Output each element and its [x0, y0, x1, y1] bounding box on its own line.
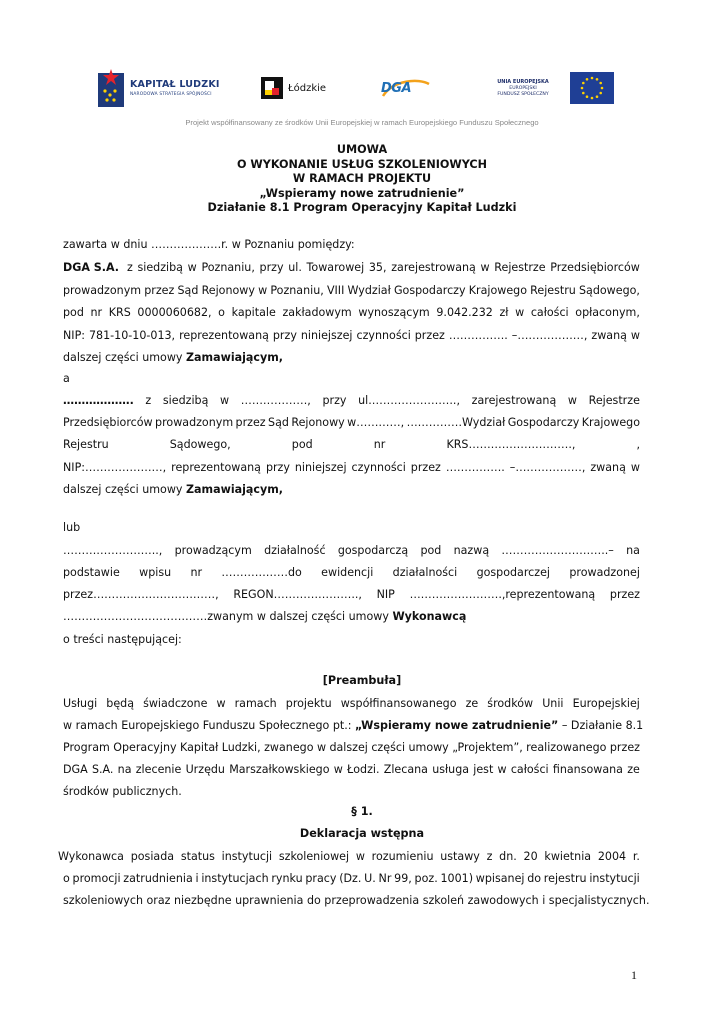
word: –………………,: [509, 461, 586, 474]
word: wynoszącym: [358, 306, 430, 319]
word: środków: [487, 697, 534, 710]
word: w: [630, 461, 640, 474]
word: usługa: [432, 763, 470, 776]
eu-logo-line-2: EUROPEJSKI: [509, 86, 537, 91]
section-1-line-1: [58, 850, 640, 863]
word: Gospodarczy: [393, 284, 466, 297]
word: w: [216, 697, 226, 710]
word: posiada: [130, 850, 175, 863]
word: Poznaniu,: [270, 284, 324, 297]
eu-logo-line-1: UNIA EUROPEJSKA: [497, 79, 549, 85]
word: wpisanej: [475, 872, 525, 885]
word: rynku: [271, 872, 303, 885]
preamble-line-2-pre: w ramach Europejskiego Funduszu Społecznego pt.:: [63, 719, 356, 732]
word: zlecenie: [135, 763, 182, 776]
word: w: [480, 261, 490, 274]
word: „Projektem”,: [452, 741, 523, 754]
word: Sąd: [268, 416, 289, 429]
word: ul.: [288, 261, 302, 274]
word: Łodzi.: [347, 763, 380, 776]
word: Zlecana: [383, 763, 428, 776]
word: NIP:: [63, 329, 85, 342]
word: Europejskiej: [572, 697, 640, 710]
title-line-3: W RAMACH PROJEKTU: [292, 172, 432, 185]
word: ustawy: [440, 850, 480, 863]
party2-line-5-text: dalszej części umowy: [63, 483, 186, 496]
word: promocji: [72, 872, 121, 885]
word: przy: [322, 394, 347, 407]
preamble-line-4: [63, 763, 640, 776]
word: pod: [291, 438, 313, 451]
word: Operacyjny: [113, 741, 177, 754]
word: –………………,: [511, 329, 588, 342]
word: pracy: [305, 872, 337, 885]
word: gospodarczej: [476, 566, 551, 579]
word: opłaconym,: [575, 306, 640, 319]
word: wpisu: [139, 566, 172, 579]
party2-line-3: [63, 438, 640, 451]
word: NIP:…………………,: [63, 461, 167, 474]
word: ……………Wydział: [406, 416, 506, 429]
word: Sąd: [177, 284, 199, 297]
word: ,: [636, 438, 640, 451]
word: Marszałkowskiego: [229, 763, 330, 776]
word: siedzibą: [162, 394, 209, 407]
word: Rejestrze: [494, 261, 546, 274]
word: reprezentowaną: [179, 329, 269, 342]
word: prowadzonym: [155, 416, 234, 429]
word: części: [371, 741, 406, 754]
word: Krajowego: [581, 416, 640, 429]
word: (Dz.: [339, 872, 362, 885]
dga-line-4: [63, 329, 640, 342]
word: nr: [190, 566, 203, 579]
party2-line-4: [63, 461, 640, 474]
word: Rejonowy: [291, 416, 345, 429]
title-line-2: O WYKONANIE USŁUG SZKOLENIOWYCH: [237, 157, 487, 171]
kapital-ludzki-subtitle: NARODOWA STRATEGIA SPÓJNOŚCI: [130, 92, 212, 97]
contract-date-line: zawarta w dniu ……………….r. w Poznaniu pomiędzy:: [63, 238, 355, 251]
word: do: [527, 872, 542, 885]
word: kwietnia: [544, 850, 592, 863]
word: zatrudnienia: [123, 872, 193, 885]
dga-line-3: [63, 306, 640, 319]
word: pod: [63, 306, 84, 319]
party2-line-5: [63, 483, 283, 496]
word: kapitale: [231, 306, 276, 319]
eu-logo-line-3: FUNDUSZ SPOŁECZNY: [497, 92, 549, 97]
word: działalność: [264, 544, 326, 557]
word: ramach: [234, 697, 277, 710]
word: niniejszej: [300, 329, 353, 342]
word: umowy: [408, 741, 449, 754]
word: pod: [420, 544, 442, 557]
word: w: [567, 394, 577, 407]
lodzkie-mark-icon: [261, 77, 283, 99]
word: i: [195, 872, 199, 885]
dga-line-2: [63, 284, 640, 297]
word: Nr: [378, 872, 392, 885]
word: 781-10-10-013,: [88, 329, 176, 342]
word: reprezentowaną: [171, 461, 261, 474]
word: Ludzki,: [221, 741, 261, 754]
word: ze: [465, 697, 479, 710]
word: instytucjach: [201, 872, 269, 885]
word: REGON…………………..,: [233, 588, 362, 601]
word: Krajowego: [468, 284, 527, 297]
word: Sądowego,: [169, 438, 231, 451]
word: dalszej: [329, 741, 368, 754]
party3-line-3: [63, 588, 640, 601]
word: przy: [265, 461, 290, 474]
dga-line-5-text: dalszej części umowy: [63, 351, 186, 364]
party2-role: Zamawiającym,: [186, 483, 283, 496]
section-1-line-3: szkoleniowych oraz niezbędne uprawnienia do przeprowadzenia szkoleń zawodowych i specjalistycznych.: [63, 894, 650, 907]
word: jest: [473, 763, 494, 776]
word: w: [497, 763, 507, 776]
word: rejestru: [543, 872, 587, 885]
word: VIII: [326, 284, 345, 297]
word: z: [126, 261, 133, 274]
cofinancing-note: Projekt współfinansowany ze środków Unii Europejskiej w ramach Europejskiego Funduszu Społecznego: [185, 118, 539, 127]
word: nr: [373, 438, 386, 451]
preamble-line-3: [63, 741, 640, 754]
word: na: [117, 763, 132, 776]
word: 35,: [368, 261, 387, 274]
word: w: [355, 850, 365, 863]
word: status: [180, 850, 215, 863]
word: ze: [627, 763, 640, 776]
word: r.: [632, 850, 640, 863]
kapital-ludzki-title: KAPITAŁ LUDZKI: [130, 79, 220, 90]
word: poz.: [414, 872, 438, 885]
word: całości: [530, 306, 569, 319]
word: Towarowej: [306, 261, 365, 274]
word: finansowana: [552, 763, 623, 776]
party2-line-1: [63, 394, 640, 407]
conjunction-a: a: [63, 372, 70, 385]
word: …………………….,reprezentowaną: [409, 588, 596, 601]
word: podstawie: [63, 566, 120, 579]
dga-name: DGA S.A.: [63, 261, 119, 274]
word: przy: [259, 261, 284, 274]
word: Rejestru: [530, 284, 576, 297]
word: 20: [523, 850, 538, 863]
word: ……………………..,: [63, 544, 163, 557]
eu-flag-icon: [570, 72, 614, 104]
word: w: [187, 261, 197, 274]
word: Rejestru: [63, 438, 109, 451]
party3-line-2: [63, 566, 640, 579]
word: niniejszej: [294, 461, 347, 474]
word: prowadzonej: [569, 566, 640, 579]
contractor-role: Wykonawcą: [392, 610, 467, 623]
word: DGA: [63, 763, 88, 776]
word: 0000060682,: [137, 306, 212, 319]
word: współfinansowanego: [340, 697, 457, 710]
o-tresci-line: o treści następującej:: [63, 633, 182, 646]
word: w…………,: [347, 416, 405, 429]
lodzkie-logo: [261, 66, 326, 110]
conjunction-lub: lub: [63, 521, 81, 534]
word: 1001): [440, 872, 474, 885]
kapital-ludzki-logo: [98, 66, 222, 110]
word: Rejestrze: [588, 394, 640, 407]
word: czynności: [356, 329, 411, 342]
word: zarejestrowaną: [391, 261, 476, 274]
dga-text: DGA: [381, 80, 412, 96]
word: gospodarczą: [337, 544, 409, 557]
party2-line-2: [63, 416, 640, 429]
lodzkie-text: Łódzkie: [288, 82, 327, 94]
preamble-line-2-post: – Działanie 8.1: [558, 719, 644, 732]
word: instytucji: [589, 872, 640, 885]
word: KRS……………………….,: [446, 438, 576, 451]
word: ………………do: [221, 566, 302, 579]
word: przez: [144, 284, 175, 297]
word: w: [316, 741, 327, 754]
word: działalności: [392, 566, 458, 579]
preamble-line-5: środków publicznych.: [63, 785, 182, 798]
dga-line-1-words: [127, 261, 640, 274]
word: rozumieniu: [371, 850, 434, 863]
word: Poznaniu,: [201, 261, 255, 274]
dga-logo: [381, 66, 431, 110]
section-1-subheading: Deklaracja wstępna: [299, 827, 425, 840]
word: Przedsiębiorców: [63, 416, 153, 429]
logo-bar: [98, 66, 626, 110]
title-line-5: Działanie 8.1 Program Operacyjny Kapitał Ludzki: [207, 201, 517, 214]
word: w: [258, 284, 268, 297]
word: instytucji: [221, 850, 273, 863]
word: nr: [90, 306, 103, 319]
page-number: 1: [631, 968, 637, 982]
word: Rejonowy: [201, 284, 255, 297]
word: ……………….: [63, 394, 134, 407]
word: KRS: [108, 306, 131, 319]
word: ewidencji: [321, 566, 374, 579]
word: 2004: [597, 850, 627, 863]
word: …………….: [445, 461, 505, 474]
word: ………………,: [240, 394, 311, 407]
dga-line-5: [63, 351, 283, 364]
word: z: [145, 394, 152, 407]
word: zwaną: [591, 329, 627, 342]
word: Sądowego,: [579, 284, 640, 297]
word: ………………………..–: [501, 544, 614, 557]
word: przez: [609, 741, 640, 754]
word: Wydział: [347, 284, 391, 297]
word: Przedsiębiorców: [550, 261, 640, 274]
word: Urzędu: [185, 763, 225, 776]
word: przez: [235, 416, 266, 429]
title-line-1: UMOWA: [336, 143, 388, 156]
word: Program: [63, 741, 110, 754]
party3-line-4: [63, 610, 466, 623]
word: Usługi: [63, 697, 98, 710]
word: …………….: [448, 329, 508, 342]
word: szkoleniowej: [278, 850, 350, 863]
word: zwanego: [264, 741, 314, 754]
word: realizowanego: [526, 741, 607, 754]
word: nazwą: [453, 544, 490, 557]
word: całości: [510, 763, 549, 776]
word: siedzibą: [137, 261, 183, 274]
word: w: [333, 763, 343, 776]
word: U.: [364, 872, 376, 885]
word: NIP: [376, 588, 395, 601]
word: zarejestrowaną: [471, 394, 557, 407]
kapital-ludzki-star-icon: [98, 69, 124, 107]
word: przez: [410, 461, 441, 474]
word: zwaną: [590, 461, 626, 474]
word: 99,: [394, 872, 412, 885]
word: świadczone: [143, 697, 208, 710]
word: S.A.: [91, 763, 114, 776]
word: przy: [272, 329, 297, 342]
dga-role: Zamawiającym,: [186, 351, 283, 364]
title-line-4: „Wspieramy nowe zatrudnienie”: [259, 186, 465, 200]
party3-line-1: [63, 544, 640, 557]
preamble-line-2: [63, 719, 643, 732]
word: prowadzonym: [63, 284, 142, 297]
dga-line-1: [63, 261, 640, 274]
word: 9.042.232: [436, 306, 493, 319]
word: Kapitał: [180, 741, 219, 754]
word: ul.…………………..,: [358, 394, 460, 407]
section-1-heading: § 1.: [351, 805, 373, 818]
word: o: [63, 872, 70, 885]
word: Gospodarczy: [507, 416, 580, 429]
word: w: [630, 329, 640, 342]
word: przez: [414, 329, 445, 342]
word: zakładowym: [282, 306, 352, 319]
section-1-line-2: [63, 872, 640, 885]
word: Unii: [542, 697, 564, 710]
preamble-line-1: [63, 697, 640, 710]
word: czynności: [351, 461, 406, 474]
word: dn.: [499, 850, 517, 863]
word: przez……………………………,: [63, 588, 219, 601]
project-name: „Wspieramy nowe zatrudnienie”: [355, 719, 559, 732]
preamble-heading: [Preambuła]: [322, 674, 402, 687]
word: Wykonawca: [58, 850, 124, 863]
eu-logo: [481, 66, 621, 110]
word: na: [626, 544, 640, 557]
word: w: [515, 306, 525, 319]
word: w: [220, 394, 230, 407]
word: prowadzącym: [174, 544, 252, 557]
word: zł: [499, 306, 509, 319]
word: projektu: [285, 697, 332, 710]
word: z: [486, 850, 493, 863]
word: o: [218, 306, 225, 319]
party3-line-4-text: …………………………………zwanym w dalszej części umowy: [63, 610, 393, 623]
document-title: [0, 143, 724, 216]
word: będą: [106, 697, 134, 710]
word: przez: [609, 588, 640, 601]
